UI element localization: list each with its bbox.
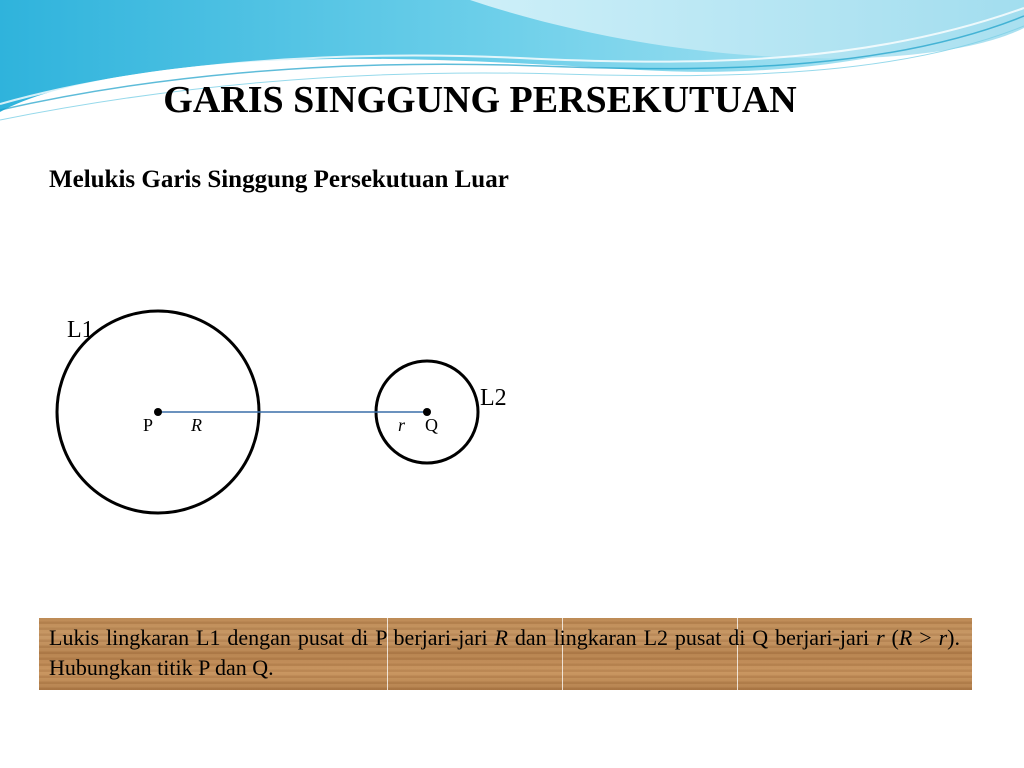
variable-R: R: [898, 625, 913, 650]
circle-diagram: [0, 290, 1024, 540]
instruction-text-part: Lukis lingkaran L1 dengan pusat di P berjari-jari: [49, 625, 495, 650]
variable-r: r: [938, 625, 948, 650]
label-radius-large: R: [191, 415, 202, 435]
variable-R: R: [494, 625, 508, 650]
slide-title: GARIS SINGGUNG PERSEKUTUAN: [163, 79, 797, 121]
center-point-p: [154, 408, 162, 416]
slide-subtitle: Melukis Garis Singgung Persekutuan Luar: [49, 166, 509, 193]
instruction-text-part: dan lingkaran L2 pusat di Q berjari-jari: [507, 625, 877, 650]
label-q: Q: [425, 415, 438, 435]
variable-r: r: [876, 625, 885, 650]
instruction-text: [49, 623, 960, 683]
label-p: P: [143, 415, 154, 435]
label-l1: L1: [67, 317, 94, 343]
instruction-text-part: ). Hubungkan titik P dan Q.: [49, 625, 960, 680]
label-radius-small: r: [398, 415, 406, 435]
instruction-text-part: (: [884, 625, 899, 650]
instruction-box: [39, 618, 972, 690]
instruction-text-part: >: [912, 625, 939, 650]
label-l2: L2: [480, 385, 507, 411]
